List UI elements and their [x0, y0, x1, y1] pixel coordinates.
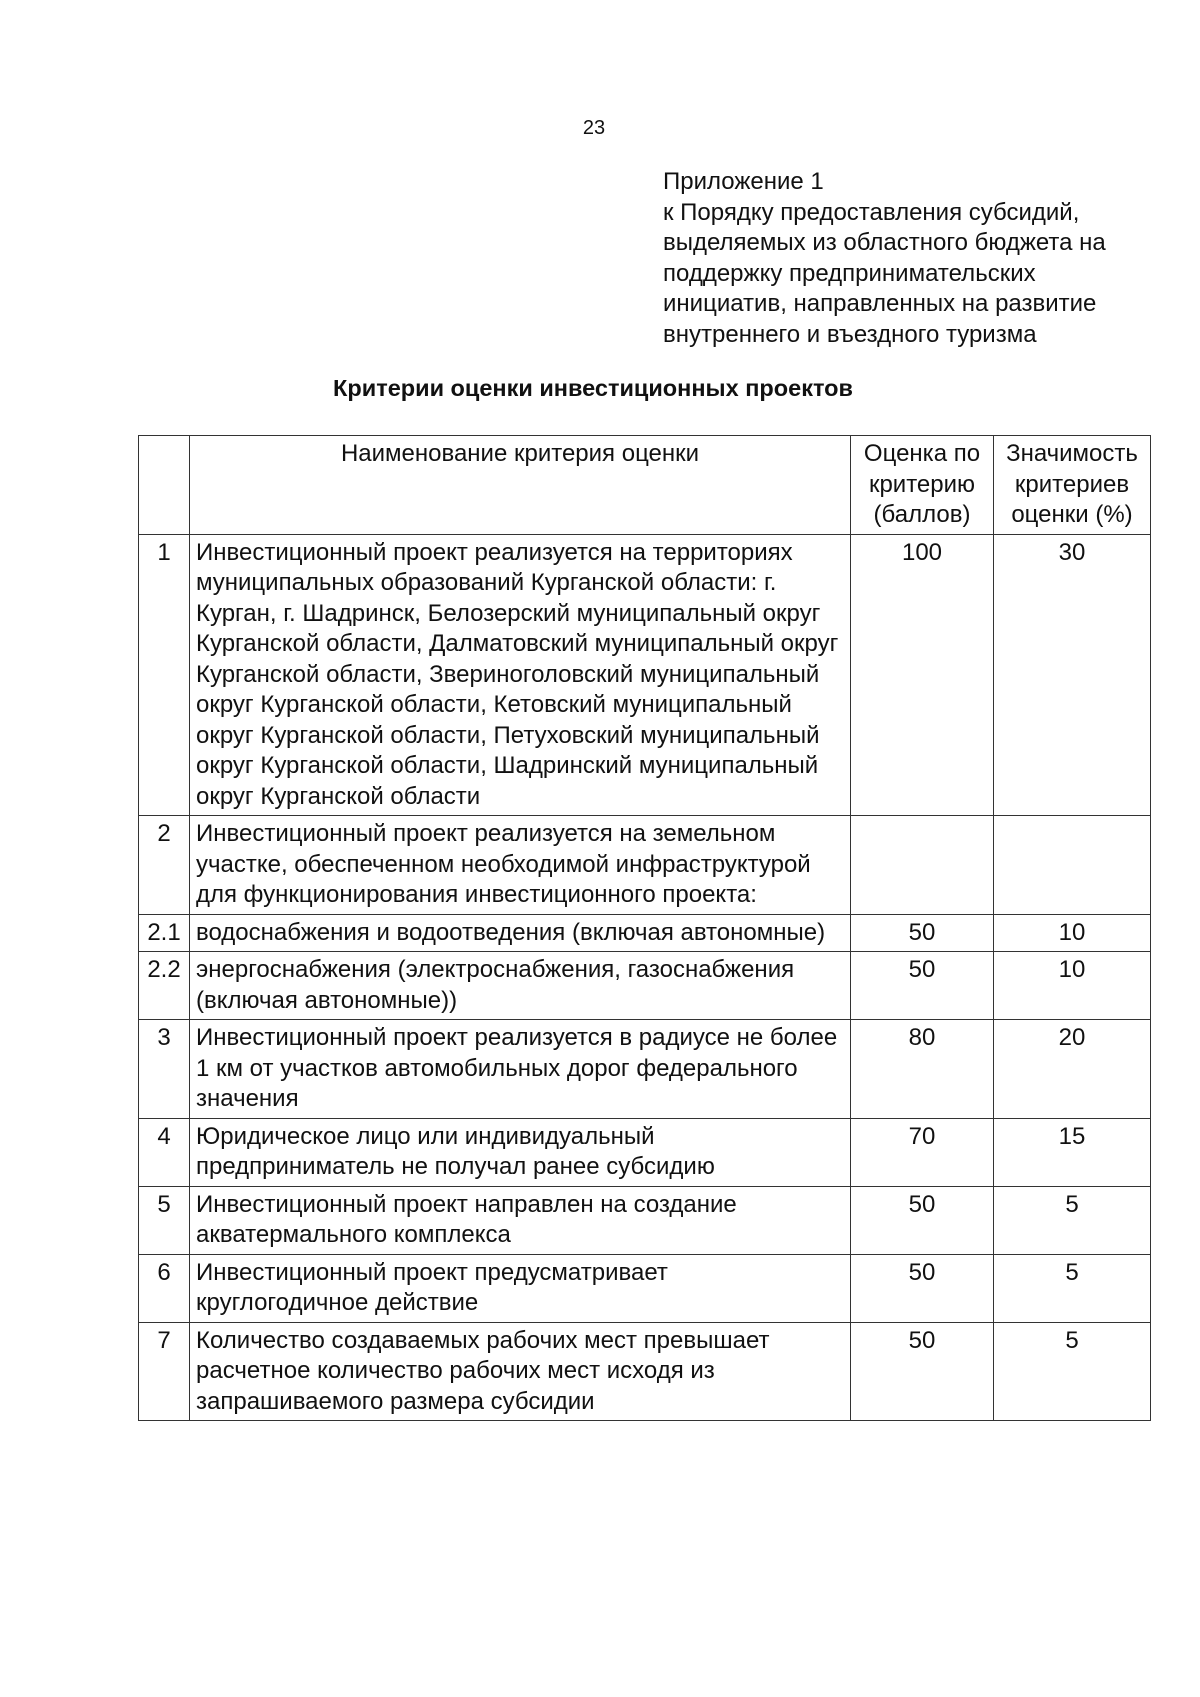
- criterion-score: 100: [851, 534, 994, 816]
- row-number: 4: [139, 1118, 190, 1186]
- criterion-weight: 10: [994, 952, 1151, 1020]
- criterion-name: Инвестиционный проект реализуется на земельном участке, обеспеченном необходимой инфраструктурой для функционирования инвестиционного проекта:: [190, 816, 851, 915]
- table-row: [139, 952, 1151, 1020]
- criterion-weight: 10: [994, 914, 1151, 952]
- table-row: [139, 534, 1151, 816]
- appendix-reference: [663, 167, 1163, 350]
- criterion-score: [851, 816, 994, 915]
- criterion-name: Инвестиционный проект направлен на создание акватермального комплекса: [190, 1186, 851, 1254]
- row-number: 2: [139, 816, 190, 915]
- criterion-score: 80: [851, 1020, 994, 1119]
- criterion-score: 50: [851, 952, 994, 1020]
- criterion-weight: 5: [994, 1254, 1151, 1322]
- criterion-name: Количество создаваемых рабочих мест превышает расчетное количество рабочих мест исходя из запрашиваемого размера субсидии: [190, 1322, 851, 1421]
- criterion-score: 50: [851, 1322, 994, 1421]
- criterion-score: 50: [851, 914, 994, 952]
- document-title: Критерии оценки инвестиционных проектов: [333, 375, 853, 401]
- criteria-table: [138, 435, 1151, 1421]
- table-row: [139, 1254, 1151, 1322]
- appendix-line: к Порядку предоставления субсидий,: [663, 198, 1080, 226]
- criterion-name: Инвестиционный проект реализуется на территориях муниципальных образований Курганской области: г. Курган, г. Шадринск, Белозерский муниципальный округ Курганской области, Далматовский муниципальный округ Курганской области, Звериноголовский муниципальный округ Курганской области, Кетовский муниципальный округ Курганской области, Петуховский муниципальный округ Курганской области, Шадринский муниципальный округ Курганской области: [190, 534, 851, 816]
- appendix-line: поддержку предпринимательских: [663, 259, 1036, 287]
- row-number: 5: [139, 1186, 190, 1254]
- criterion-name: Инвестиционный проект предусматривает круглогодичное действие: [190, 1254, 851, 1322]
- table-row: [139, 1020, 1151, 1119]
- header-score: Оценка по критерию (баллов): [851, 436, 994, 535]
- table-row: [139, 914, 1151, 952]
- criterion-weight: 5: [994, 1322, 1151, 1421]
- criterion-score: 70: [851, 1118, 994, 1186]
- criterion-weight: 5: [994, 1186, 1151, 1254]
- row-number: 6: [139, 1254, 190, 1322]
- row-number: 1: [139, 534, 190, 816]
- table-row: [139, 1186, 1151, 1254]
- row-number: 3: [139, 1020, 190, 1119]
- appendix-line: внутреннего и въездного туризма: [663, 320, 1037, 348]
- criterion-score: 50: [851, 1254, 994, 1322]
- table-header-row: [139, 436, 1151, 535]
- criterion-name: Инвестиционный проект реализуется в радиусе не более 1 км от участков автомобильных дорог федерального значения: [190, 1020, 851, 1119]
- criterion-name: Юридическое лицо или индивидуальный предприниматель не получал ранее субсидию: [190, 1118, 851, 1186]
- row-number: 2.2: [139, 952, 190, 1020]
- criterion-weight: 20: [994, 1020, 1151, 1119]
- table-row: [139, 816, 1151, 915]
- criterion-score: 50: [851, 1186, 994, 1254]
- header-criterion-name: Наименование критерия оценки: [190, 436, 851, 535]
- row-number: 7: [139, 1322, 190, 1421]
- appendix-line: Приложение 1: [663, 168, 824, 195]
- table-row: [139, 1322, 1151, 1421]
- criterion-name: энергоснабжения (электроснабжения, газоснабжения (включая автономные)): [190, 952, 851, 1020]
- criterion-weight: 30: [994, 534, 1151, 816]
- header-number: [139, 436, 190, 535]
- criterion-weight: 15: [994, 1118, 1151, 1186]
- appendix-line: выделяемых из областного бюджета на: [663, 229, 1106, 256]
- row-number: 2.1: [139, 914, 190, 952]
- header-weight: Значимость критериев оценки (%): [994, 436, 1151, 535]
- table-row: [139, 1118, 1151, 1186]
- appendix-line: инициатив, направленных на развитие: [663, 290, 1097, 317]
- criterion-weight: [994, 816, 1151, 915]
- criterion-name: водоснабжения и водоотведения (включая автономные): [190, 914, 851, 952]
- page-number: 23: [582, 117, 606, 139]
